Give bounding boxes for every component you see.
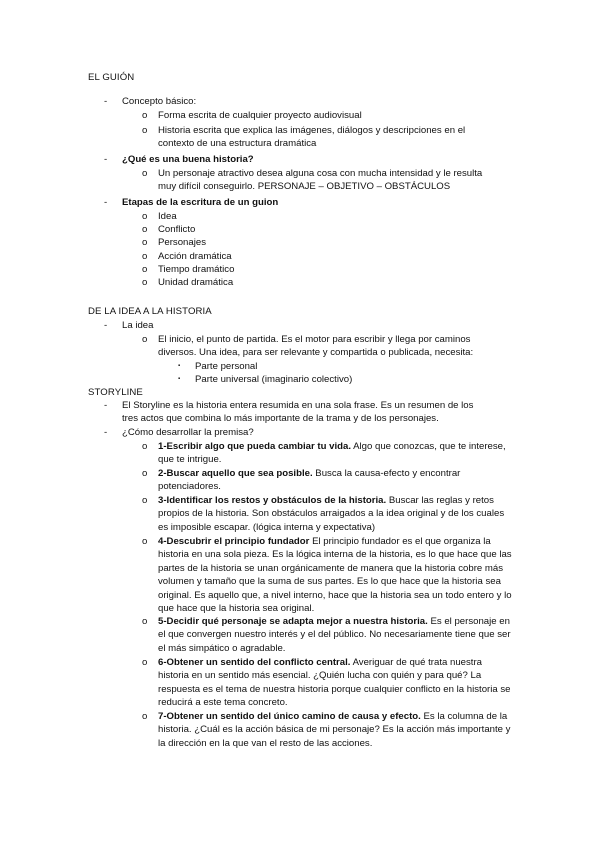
circle-bullet: o (142, 536, 148, 547)
step-2-text: Busca la causa-efecto y encontrar potenciadores. (158, 468, 461, 493)
premise-label: ¿Cómo desarrollar la premisa? (122, 427, 254, 438)
section-title-el-guion: EL GUIÓN (88, 72, 135, 83)
step-4-text: El principio fundador es el que organiza la historia en una sola pieza. Es la lógica interna de la historia, es lo que hace que las partes de la historia se unan orgánicamente de manera que la historia cobre más volumen y tamaño que la suma de sus partes. Es lo que hace que la historia sea original. Es aquello que, a nivel interno, hace que la historia sea un todo entero y lo que hace que la historia sea original. (158, 536, 512, 615)
step-1-heading: 1-Escribir algo que pueda cambiar tu vida. (158, 441, 351, 452)
buena-historia-item: Un personaje atractivo desea alguna cosa con mucha intensidad y le resulta muy difícil conseguirlo. PERSONAJE – OBJETIVO – OBSTÁCULOS (158, 168, 483, 193)
square-bullet: ▪ (178, 363, 181, 369)
dash-bullet: - (104, 427, 108, 438)
step-4-heading: 4-Descubrir el principio fundador (158, 536, 310, 547)
circle-bullet: o (142, 441, 148, 452)
parte-personal: Parte personal (195, 361, 258, 372)
concepto-label: Concepto básico: (122, 96, 197, 107)
premise-step-7 (158, 710, 513, 750)
premise-step-5 (158, 615, 513, 655)
etapa-item: Personajes (158, 237, 206, 248)
premise-step-3 (158, 494, 513, 534)
etapa-item: Acción dramática (158, 251, 232, 262)
etapa-item: Tiempo dramático (158, 264, 235, 275)
premise-step-4 (158, 535, 513, 615)
storyline-definition: El Storyline es la historia entera resumida en una sola frase. Es un resumen de los tres actos que combina lo más importante de la trama y de los personajes. (122, 400, 474, 425)
step-6-heading: 6-Obtener un sentido del conflicto central. (158, 657, 351, 668)
parte-universal: Parte universal (imaginario colectivo) (195, 374, 353, 385)
dash-bullet: - (104, 154, 108, 165)
concepto-item-1: Forma escrita de cualquier proyecto audiovisual (158, 110, 362, 121)
idea-text: El inicio, el punto de partida. Es el motor para escribir y llega por caminos diversos. Una idea, para ser relevante y compartida o publicada, necesita: (158, 334, 474, 359)
concepto-item-2: Historia escrita que explica las imágenes, diálogos y descripciones en el contexto de una estructura dramática (158, 125, 466, 150)
square-bullet: ▪ (178, 376, 181, 382)
circle-bullet: o (142, 657, 148, 668)
step-7-heading: 7-Obtener un sentido del único camino de causa y efecto. (158, 711, 421, 722)
circle-bullet: o (142, 224, 148, 235)
etapa-item: Unidad dramática (158, 277, 234, 288)
step-5-text: Es el personaje en el que convergen nuestro interés y el del público. No necesariamente tiene que ser el más simpático o agradable. (158, 616, 511, 654)
circle-bullet: o (142, 251, 148, 262)
etapa-item: Idea (158, 211, 177, 222)
step-3-heading: 3-Identificar los restos y obstáculos de la historia. (158, 495, 387, 506)
buena-historia-label: ¿Qué es una buena historia? (122, 154, 254, 165)
circle-bullet: o (142, 168, 148, 179)
step-2-heading: 2-Buscar aquello que sea posible. (158, 468, 313, 479)
circle-bullet: o (142, 495, 148, 506)
premise-step-2 (158, 467, 513, 494)
circle-bullet: o (142, 711, 148, 722)
circle-bullet: o (142, 468, 148, 479)
dash-bullet: - (104, 197, 108, 208)
section-title-storyline: STORYLINE (88, 387, 143, 398)
dash-bullet: - (104, 96, 108, 107)
premise-step-1 (158, 440, 513, 467)
circle-bullet: o (142, 277, 148, 288)
section-title-idea-historia: DE LA IDEA A LA HISTORIA (88, 306, 212, 317)
step-3-text: Buscar las reglas y retos propios de la historia. Son obstáculos arraigados a la idea original y de los cuales es imposible escapar. (lógica interna y expectativa) (158, 495, 505, 533)
circle-bullet: o (142, 125, 148, 136)
premise-step-6 (158, 656, 513, 710)
dash-bullet: - (104, 320, 108, 331)
idea-label: La idea (122, 320, 154, 331)
circle-bullet: o (142, 211, 148, 222)
step-1-text: Algo que conozcas, que te interese, que te intrigue. (158, 441, 506, 466)
step-5-heading: 5-Decidir qué personaje se adapta mejor a nuestra historia. (158, 616, 428, 627)
circle-bullet: o (142, 264, 148, 275)
etapas-label: Etapas de la escritura de un guion (122, 197, 279, 208)
step-6-text: Averiguar de qué trata nuestra historia en un sentido más esencial. ¿Quién lucha con quién y para qué? La respuesta es el tema de nuestra historia porque cualquier conflicto en la historia se reducirá a este tema concreto. (158, 657, 511, 709)
etapa-item: Conflicto (158, 224, 196, 235)
dash-bullet: - (104, 400, 108, 411)
circle-bullet: o (142, 334, 148, 345)
circle-bullet: o (142, 616, 148, 627)
step-7-text: Es la columna de la historia. ¿Cuál es la acción básica de mi personaje? Es la acción más importante y la dirección en la que van el resto de las acciones. (158, 711, 511, 749)
circle-bullet: o (142, 237, 148, 248)
circle-bullet: o (142, 110, 148, 121)
